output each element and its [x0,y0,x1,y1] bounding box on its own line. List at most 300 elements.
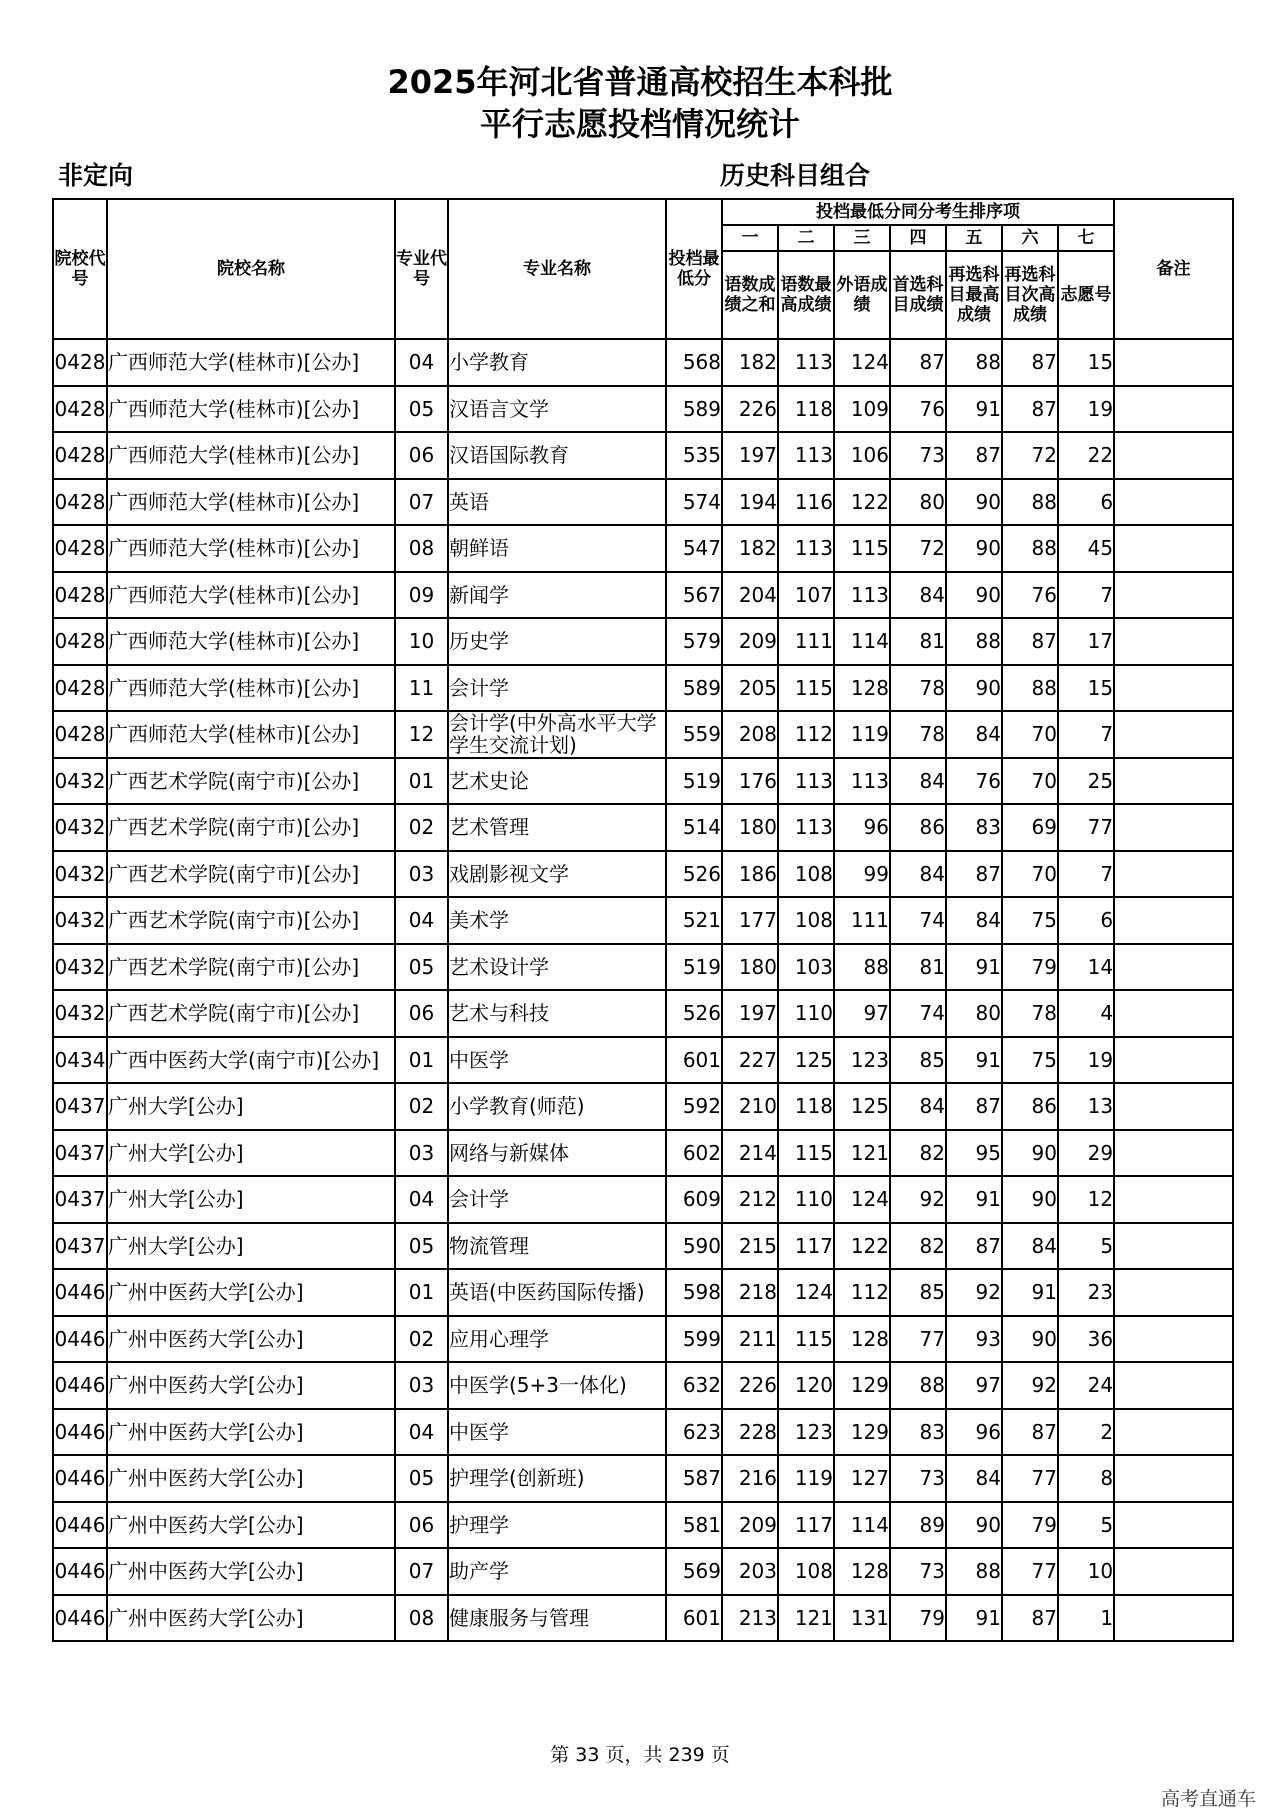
cell-major-name: 艺术设计学 [448,944,666,991]
header-remarks: 备注 [1114,199,1233,339]
table-row [53,1595,1233,1642]
cell-tiebreak-6: 90 [1002,1316,1058,1363]
header-tiebreak-num: 一 [722,225,778,251]
cell-major-name: 美术学 [448,897,666,944]
cell-tiebreak-1: 212 [722,1176,778,1223]
cell-tiebreak-2: 110 [778,990,834,1037]
cell-school-name: 广西师范大学(桂林市)[公办] [107,432,395,479]
cell-tiebreak-7: 22 [1058,432,1114,479]
cell-tiebreak-5: 96 [946,1409,1002,1456]
cell-tiebreak-4: 76 [890,386,946,433]
cell-major-code: 04 [395,1176,448,1223]
table-row [53,711,1233,758]
cell-tiebreak-2: 118 [778,386,834,433]
cell-tiebreak-2: 108 [778,897,834,944]
cell-major-name: 新闻学 [448,572,666,619]
table-row [53,758,1233,805]
table-row [53,665,1233,712]
cell-school-name: 广西艺术学院(南宁市)[公办] [107,897,395,944]
cell-tiebreak-7: 7 [1058,572,1114,619]
cell-tiebreak-2: 113 [778,758,834,805]
table-row [53,1037,1233,1084]
cell-remarks [1114,525,1233,572]
cell-min-score: 589 [666,386,722,433]
cell-tiebreak-1: 226 [722,1362,778,1409]
cell-major-name: 物流管理 [448,1223,666,1270]
cell-tiebreak-7: 6 [1058,479,1114,526]
page-footer: 第 33 页，共 239 页 [550,1744,730,1766]
cell-tiebreak-7: 24 [1058,1362,1114,1409]
cell-tiebreak-1: 226 [722,386,778,433]
cell-tiebreak-2: 118 [778,1083,834,1130]
cell-major-code: 03 [395,1362,448,1409]
cell-tiebreak-7: 12 [1058,1176,1114,1223]
cell-tiebreak-3: 128 [834,1316,890,1363]
cell-tiebreak-5: 87 [946,1083,1002,1130]
cell-tiebreak-1: 177 [722,897,778,944]
cell-tiebreak-2: 116 [778,479,834,526]
cell-school-code: 0432 [53,990,107,1037]
cell-major-code: 06 [395,1502,448,1549]
cell-min-score: 569 [666,1548,722,1595]
cell-school-name: 广西师范大学(桂林市)[公办] [107,386,395,433]
header-tiebreak-num: 五 [946,225,1002,251]
cell-school-name: 广州中医药大学[公办] [107,1409,395,1456]
cell-min-score: 567 [666,572,722,619]
cell-school-name: 广西师范大学(桂林市)[公办] [107,711,395,758]
cell-tiebreak-4: 83 [890,1409,946,1456]
cell-tiebreak-7: 29 [1058,1130,1114,1177]
cell-tiebreak-3: 121 [834,1130,890,1177]
cell-school-name: 广西师范大学(桂林市)[公办] [107,618,395,665]
cell-tiebreak-7: 10 [1058,1548,1114,1595]
cell-tiebreak-2: 117 [778,1502,834,1549]
cell-school-name: 广西艺术学院(南宁市)[公办] [107,851,395,898]
cell-major-name: 会计学 [448,1176,666,1223]
cell-tiebreak-7: 15 [1058,665,1114,712]
cell-tiebreak-5: 80 [946,990,1002,1037]
cell-remarks [1114,851,1233,898]
cell-school-code: 0432 [53,897,107,944]
cell-major-name: 助产学 [448,1548,666,1595]
cell-tiebreak-4: 84 [890,572,946,619]
cell-tiebreak-4: 86 [890,804,946,851]
cell-tiebreak-7: 36 [1058,1316,1114,1363]
cell-tiebreak-6: 87 [1002,339,1058,386]
cell-major-code: 11 [395,665,448,712]
cell-tiebreak-2: 107 [778,572,834,619]
cell-tiebreak-3: 106 [834,432,890,479]
cell-school-name: 广西艺术学院(南宁市)[公办] [107,804,395,851]
cell-school-name: 广州中医药大学[公办] [107,1455,395,1502]
cell-tiebreak-1: 209 [722,618,778,665]
cell-tiebreak-4: 84 [890,1083,946,1130]
cell-school-code: 0434 [53,1037,107,1084]
cell-school-name: 广州中医药大学[公办] [107,1502,395,1549]
cell-tiebreak-1: 182 [722,339,778,386]
cell-min-score: 519 [666,944,722,991]
cell-remarks [1114,1362,1233,1409]
cell-tiebreak-4: 89 [890,1502,946,1549]
cell-tiebreak-6: 91 [1002,1269,1058,1316]
cell-min-score: 521 [666,897,722,944]
cell-tiebreak-3: 122 [834,1223,890,1270]
cell-tiebreak-5: 90 [946,665,1002,712]
cell-tiebreak-4: 73 [890,432,946,479]
table-row [53,1176,1233,1223]
cell-tiebreak-1: 176 [722,758,778,805]
cell-tiebreak-5: 97 [946,1362,1002,1409]
cell-tiebreak-3: 129 [834,1409,890,1456]
table-row [53,1269,1233,1316]
cell-remarks [1114,479,1233,526]
cell-tiebreak-1: 186 [722,851,778,898]
cell-remarks [1114,572,1233,619]
cell-school-code: 0437 [53,1176,107,1223]
table-row [53,1502,1233,1549]
cell-tiebreak-1: 209 [722,1502,778,1549]
cell-major-code: 03 [395,851,448,898]
cell-tiebreak-6: 88 [1002,479,1058,526]
cell-school-name: 广州大学[公办] [107,1083,395,1130]
header-tiebreak-item: 语数成绩之和 [722,251,778,339]
cell-tiebreak-2: 113 [778,432,834,479]
cell-school-code: 0437 [53,1223,107,1270]
cell-school-name: 广西艺术学院(南宁市)[公办] [107,944,395,991]
table-row [53,525,1233,572]
cell-min-score: 602 [666,1130,722,1177]
cell-tiebreak-5: 90 [946,1502,1002,1549]
cell-tiebreak-3: 123 [834,1037,890,1084]
cell-tiebreak-5: 87 [946,851,1002,898]
header-tiebreak-item: 再选科目次高成绩 [1002,251,1058,339]
cell-school-code: 0432 [53,851,107,898]
header-tiebreak-num: 四 [890,225,946,251]
cell-tiebreak-5: 84 [946,1455,1002,1502]
cell-tiebreak-6: 69 [1002,804,1058,851]
cell-major-name: 健康服务与管理 [448,1595,666,1642]
cell-school-name: 广州大学[公办] [107,1223,395,1270]
cell-min-score: 559 [666,711,722,758]
cell-remarks [1114,804,1233,851]
cell-school-name: 广州中医药大学[公办] [107,1362,395,1409]
cell-tiebreak-6: 87 [1002,1409,1058,1456]
header-tiebreak-num: 三 [834,225,890,251]
table-row [53,479,1233,526]
cell-major-name: 英语(中医药国际传播) [448,1269,666,1316]
cell-tiebreak-2: 111 [778,618,834,665]
header-tiebreak-num: 六 [1002,225,1058,251]
cell-tiebreak-7: 23 [1058,1269,1114,1316]
cell-tiebreak-4: 85 [890,1269,946,1316]
cell-major-code: 04 [395,339,448,386]
cell-school-code: 0446 [53,1455,107,1502]
cell-min-score: 568 [666,339,722,386]
cell-major-code: 05 [395,1455,448,1502]
cell-major-name: 会计学(中外高水平大学学生交流计划) [448,711,666,758]
cell-school-name: 广州中医药大学[公办] [107,1316,395,1363]
cell-tiebreak-4: 84 [890,851,946,898]
watermark: 高考直通车 [1160,1788,1256,1810]
table-row [53,432,1233,479]
cell-major-code: 06 [395,432,448,479]
cell-tiebreak-1: 204 [722,572,778,619]
table-row [53,1548,1233,1595]
cell-remarks [1114,339,1233,386]
cell-remarks [1114,665,1233,712]
header-school-name: 院校名称 [107,199,395,339]
table-row [53,944,1233,991]
cell-tiebreak-3: 131 [834,1595,890,1642]
cell-major-code: 04 [395,1409,448,1456]
cell-tiebreak-6: 88 [1002,665,1058,712]
cell-tiebreak-7: 17 [1058,618,1114,665]
cell-tiebreak-2: 108 [778,1548,834,1595]
cell-remarks [1114,944,1233,991]
cell-major-code: 06 [395,990,448,1037]
cell-tiebreak-1: 214 [722,1130,778,1177]
table-row [53,1130,1233,1177]
cell-min-score: 526 [666,990,722,1037]
cell-school-code: 0446 [53,1316,107,1363]
cell-major-name: 小学教育(师范) [448,1083,666,1130]
cell-remarks [1114,1316,1233,1363]
cell-tiebreak-1: 211 [722,1316,778,1363]
cell-major-code: 05 [395,386,448,433]
cell-school-code: 0446 [53,1362,107,1409]
cell-min-score: 535 [666,432,722,479]
cell-tiebreak-6: 70 [1002,758,1058,805]
cell-major-name: 英语 [448,479,666,526]
cell-tiebreak-4: 78 [890,711,946,758]
cell-tiebreak-3: 129 [834,1362,890,1409]
cell-major-code: 10 [395,618,448,665]
cell-major-name: 艺术管理 [448,804,666,851]
cell-tiebreak-4: 81 [890,944,946,991]
cell-tiebreak-6: 70 [1002,851,1058,898]
cell-remarks [1114,990,1233,1037]
header-tiebreak-num: 二 [778,225,834,251]
cell-school-name: 广州中医药大学[公办] [107,1595,395,1642]
cell-school-code: 0446 [53,1269,107,1316]
cell-tiebreak-1: 180 [722,804,778,851]
cell-tiebreak-6: 79 [1002,944,1058,991]
cell-tiebreak-7: 45 [1058,525,1114,572]
cell-tiebreak-1: 197 [722,432,778,479]
cell-min-score: 514 [666,804,722,851]
cell-school-code: 0428 [53,572,107,619]
cell-tiebreak-4: 72 [890,525,946,572]
cell-tiebreak-4: 87 [890,339,946,386]
cell-tiebreak-3: 124 [834,339,890,386]
cell-tiebreak-2: 113 [778,804,834,851]
cell-major-code: 08 [395,525,448,572]
cell-min-score: 601 [666,1595,722,1642]
cell-min-score: 623 [666,1409,722,1456]
cell-tiebreak-4: 81 [890,618,946,665]
cell-major-name: 艺术史论 [448,758,666,805]
cell-tiebreak-6: 86 [1002,1083,1058,1130]
cell-major-code: 03 [395,1130,448,1177]
cell-major-name: 朝鲜语 [448,525,666,572]
cell-school-code: 0446 [53,1548,107,1595]
cell-tiebreak-7: 8 [1058,1455,1114,1502]
cell-min-score: 526 [666,851,722,898]
cell-tiebreak-5: 95 [946,1130,1002,1177]
table-row [53,897,1233,944]
cell-tiebreak-7: 7 [1058,711,1114,758]
table-row [53,1083,1233,1130]
cell-tiebreak-2: 112 [778,711,834,758]
table-row [53,1362,1233,1409]
table-row [53,851,1233,898]
cell-tiebreak-6: 84 [1002,1223,1058,1270]
cell-min-score: 599 [666,1316,722,1363]
cell-tiebreak-5: 91 [946,1037,1002,1084]
cell-min-score: 592 [666,1083,722,1130]
cell-tiebreak-4: 85 [890,1037,946,1084]
cell-remarks [1114,1269,1233,1316]
cell-school-code: 0432 [53,758,107,805]
cell-tiebreak-5: 91 [946,386,1002,433]
cell-major-code: 02 [395,804,448,851]
cell-remarks [1114,1455,1233,1502]
table-row [53,339,1233,386]
cell-school-code: 0446 [53,1502,107,1549]
cell-school-code: 0446 [53,1409,107,1456]
cell-tiebreak-5: 90 [946,525,1002,572]
cell-tiebreak-3: 128 [834,665,890,712]
cell-tiebreak-5: 90 [946,479,1002,526]
table-row [53,572,1233,619]
cell-tiebreak-1: 210 [722,1083,778,1130]
cell-tiebreak-7: 7 [1058,851,1114,898]
cell-tiebreak-3: 114 [834,618,890,665]
cell-tiebreak-4: 74 [890,990,946,1037]
cell-major-code: 01 [395,1037,448,1084]
cell-tiebreak-4: 80 [890,479,946,526]
header-min-score: 投档最低分 [666,199,722,339]
cell-major-name: 护理学(创新班) [448,1455,666,1502]
cell-tiebreak-5: 88 [946,1548,1002,1595]
cell-remarks [1114,1223,1233,1270]
cell-school-name: 广西艺术学院(南宁市)[公办] [107,758,395,805]
table-body [53,339,1233,1641]
header-tiebreak-item: 志愿号 [1058,251,1114,339]
header-tiebreak-num: 七 [1058,225,1114,251]
cell-tiebreak-4: 73 [890,1548,946,1595]
table-row [53,990,1233,1037]
cell-school-name: 广州中医药大学[公办] [107,1548,395,1595]
cell-remarks [1114,1502,1233,1549]
cell-tiebreak-1: 227 [722,1037,778,1084]
category-label: 非定向 [58,161,134,190]
cell-major-name: 中医学(5+3一体化) [448,1362,666,1409]
cell-major-name: 戏剧影视文学 [448,851,666,898]
cell-tiebreak-6: 90 [1002,1130,1058,1177]
cell-tiebreak-5: 91 [946,1176,1002,1223]
header-tiebreak-item: 再选科目最高成绩 [946,251,1002,339]
cell-major-name: 中医学 [448,1409,666,1456]
header-tiebreak-item: 首选科目成绩 [890,251,946,339]
cell-major-name: 艺术与科技 [448,990,666,1037]
cell-tiebreak-3: 113 [834,758,890,805]
cell-tiebreak-1: 216 [722,1455,778,1502]
cell-major-code: 08 [395,1595,448,1642]
cell-tiebreak-2: 117 [778,1223,834,1270]
cell-school-code: 0437 [53,1083,107,1130]
cell-major-code: 01 [395,1269,448,1316]
table-row [53,386,1233,433]
cell-school-name: 广西艺术学院(南宁市)[公办] [107,990,395,1037]
cell-tiebreak-6: 75 [1002,1037,1058,1084]
cell-tiebreak-2: 113 [778,339,834,386]
cell-tiebreak-3: 112 [834,1269,890,1316]
cell-tiebreak-1: 182 [722,525,778,572]
table-row [53,1455,1233,1502]
header-tiebreak-group: 投档最低分同分考生排序项 [722,199,1114,225]
cell-tiebreak-5: 92 [946,1269,1002,1316]
cell-tiebreak-4: 92 [890,1176,946,1223]
cell-major-name: 小学教育 [448,339,666,386]
cell-tiebreak-6: 87 [1002,1595,1058,1642]
cell-school-name: 广西师范大学(桂林市)[公办] [107,525,395,572]
cell-remarks [1114,1083,1233,1130]
cell-school-code: 0446 [53,1595,107,1642]
cell-tiebreak-7: 25 [1058,758,1114,805]
cell-major-code: 05 [395,944,448,991]
cell-major-name: 汉语言文学 [448,386,666,433]
cell-min-score: 574 [666,479,722,526]
cell-tiebreak-3: 88 [834,944,890,991]
cell-tiebreak-3: 122 [834,479,890,526]
cell-tiebreak-2: 125 [778,1037,834,1084]
cell-school-name: 广西师范大学(桂林市)[公办] [107,339,395,386]
cell-tiebreak-3: 99 [834,851,890,898]
table-row [53,618,1233,665]
cell-major-code: 12 [395,711,448,758]
cell-tiebreak-5: 88 [946,618,1002,665]
cell-tiebreak-2: 121 [778,1595,834,1642]
subject-group-label: 历史科目组合 [720,161,871,190]
cell-remarks [1114,1409,1233,1456]
cell-tiebreak-3: 119 [834,711,890,758]
cell-tiebreak-7: 5 [1058,1502,1114,1549]
cell-major-name: 汉语国际教育 [448,432,666,479]
cell-tiebreak-4: 74 [890,897,946,944]
cell-tiebreak-6: 87 [1002,618,1058,665]
cell-major-code: 07 [395,479,448,526]
cell-major-name: 历史学 [448,618,666,665]
cell-school-code: 0428 [53,711,107,758]
cell-tiebreak-6: 77 [1002,1548,1058,1595]
cell-tiebreak-6: 78 [1002,990,1058,1037]
cell-school-name: 广州大学[公办] [107,1130,395,1177]
cell-school-code: 0428 [53,339,107,386]
cell-min-score: 581 [666,1502,722,1549]
cell-tiebreak-6: 88 [1002,525,1058,572]
cell-tiebreak-2: 113 [778,525,834,572]
cell-school-code: 0428 [53,618,107,665]
cell-major-code: 04 [395,897,448,944]
cell-min-score: 609 [666,1176,722,1223]
cell-major-code: 02 [395,1083,448,1130]
cell-tiebreak-7: 6 [1058,897,1114,944]
cell-tiebreak-5: 91 [946,944,1002,991]
cell-tiebreak-2: 120 [778,1362,834,1409]
cell-remarks [1114,758,1233,805]
cell-school-code: 0437 [53,1130,107,1177]
